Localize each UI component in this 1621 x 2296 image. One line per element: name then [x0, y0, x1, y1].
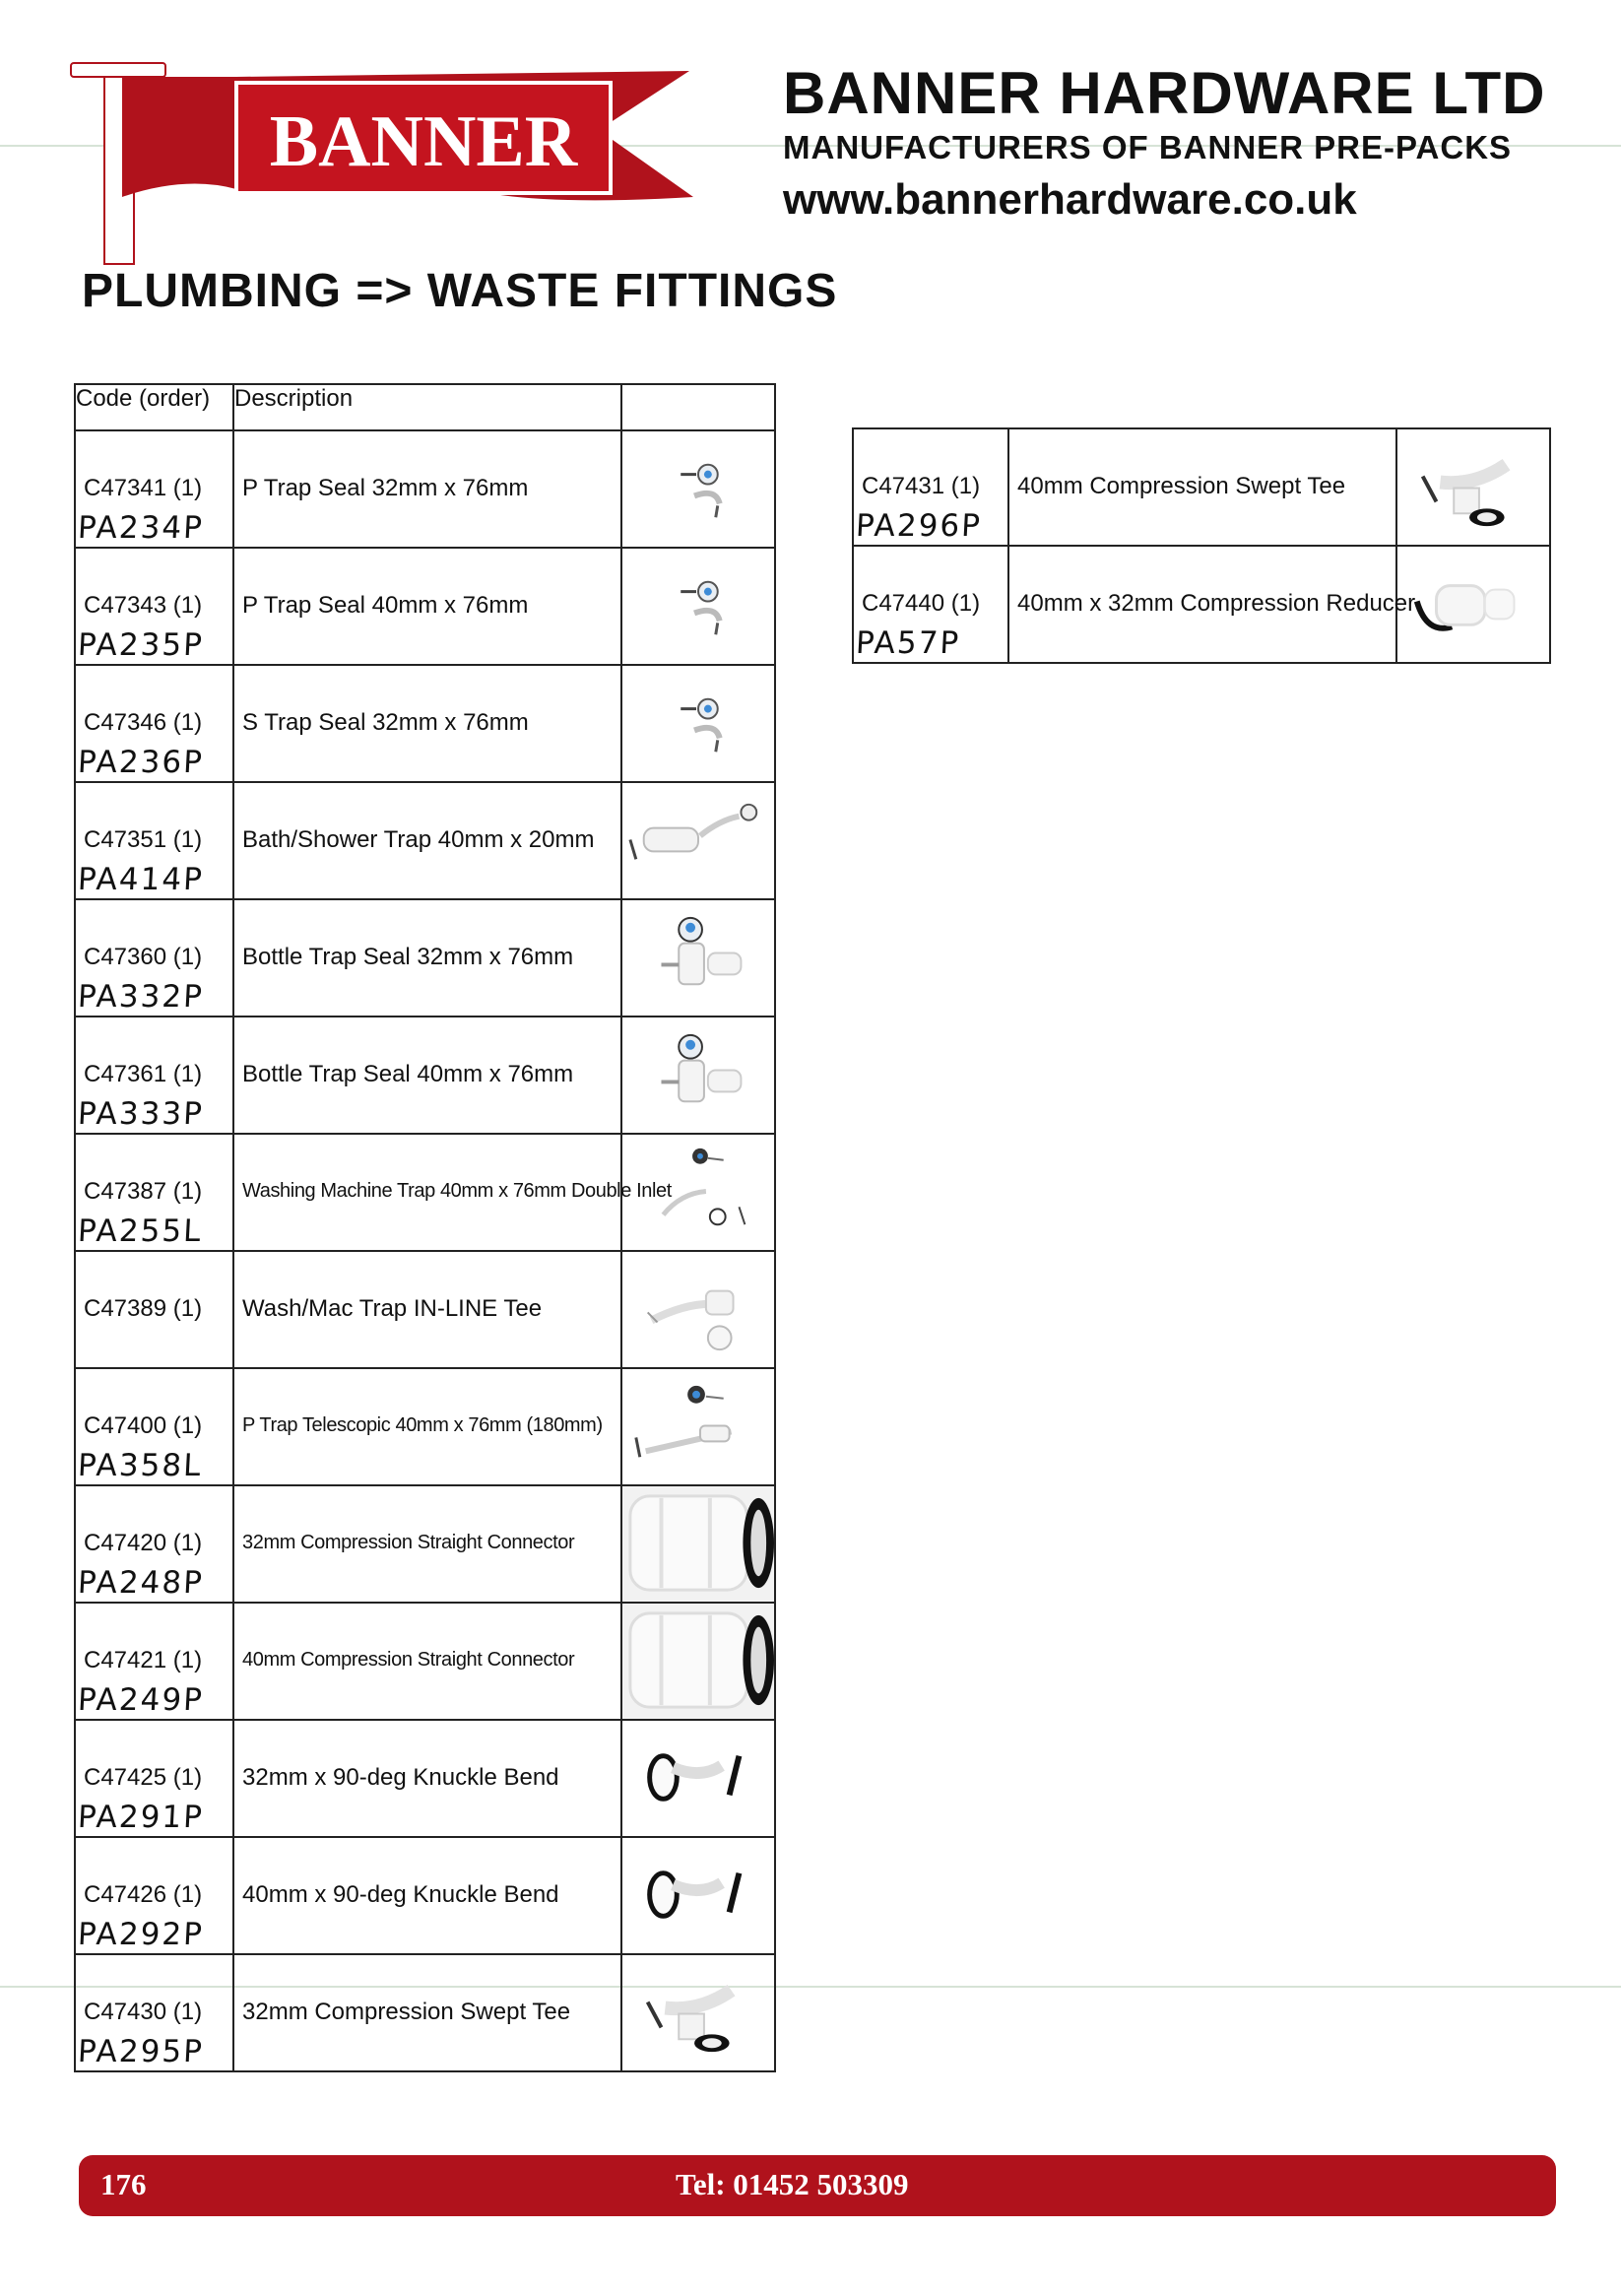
handwritten-code: PA295P	[77, 2034, 205, 2069]
handwritten-code: PA292P	[77, 1917, 205, 1952]
shower-trap-icon	[622, 783, 774, 898]
product-row	[75, 1603, 775, 1720]
handwritten-code: PA236P	[77, 745, 205, 780]
product-description: P Trap Seal 32mm x 76mm	[242, 475, 529, 501]
image-cell	[621, 899, 775, 1017]
swept-tee-icon	[622, 1955, 774, 2070]
description-cell	[233, 548, 621, 665]
image-cell	[621, 1134, 775, 1251]
order-code: C47426 (1)	[84, 1881, 203, 1908]
product-row	[75, 782, 775, 899]
order-code: C47430 (1)	[84, 1999, 203, 2025]
image-cell	[621, 1720, 775, 1837]
code-cell	[75, 1017, 233, 1134]
product-row	[75, 1368, 775, 1485]
image-cell	[621, 1017, 775, 1134]
code-cell	[853, 428, 1008, 546]
description-cell	[233, 1485, 621, 1603]
description-cell	[1008, 428, 1396, 546]
description-cell	[233, 1837, 621, 1954]
code-cell	[75, 430, 233, 548]
reducer-icon	[1397, 547, 1549, 662]
telephone: Tel: 01452 503309	[676, 2167, 909, 2201]
company-block	[783, 61, 1590, 225]
order-code: C47420 (1)	[84, 1530, 203, 1556]
code-cell	[75, 1251, 233, 1368]
product-description: S Trap Seal 32mm x 76mm	[242, 709, 529, 736]
right-product-table	[852, 427, 1551, 664]
washing-trap-icon	[622, 1135, 774, 1250]
description-cell	[233, 1603, 621, 1720]
image-cell	[621, 548, 775, 665]
order-code: C47389 (1)	[84, 1295, 203, 1322]
image-cell	[621, 782, 775, 899]
handwritten-code: PA333P	[77, 1096, 205, 1132]
product-row	[75, 430, 775, 548]
product-row	[853, 428, 1550, 546]
description-cell	[233, 1954, 621, 2071]
code-cell	[75, 1720, 233, 1837]
company-name: BANNER HARDWARE LTD	[783, 60, 1546, 126]
order-code: C47431 (1)	[862, 473, 981, 499]
image-cell	[1396, 546, 1550, 663]
order-code: C47387 (1)	[84, 1178, 203, 1205]
order-code: C47425 (1)	[84, 1764, 203, 1791]
logo-text: BANNER	[269, 101, 578, 182]
trap-icon	[622, 549, 774, 664]
description-cell	[233, 782, 621, 899]
telescopic-trap-icon	[622, 1369, 774, 1484]
trap-icon	[622, 431, 774, 547]
order-code: C47360 (1)	[84, 944, 203, 970]
handwritten-code: PA255L	[77, 1214, 204, 1249]
handwritten-code: PA291P	[77, 1800, 205, 1835]
left-product-table	[74, 383, 776, 2072]
order-code: C47421 (1)	[84, 1647, 203, 1673]
table-header-row	[75, 384, 775, 430]
company-website[interactable]: www.bannerhardware.co.uk	[783, 175, 1357, 224]
product-description: 40mm Compression Swept Tee	[1017, 473, 1346, 499]
product-description: Wash/Mac Trap IN-LINE Tee	[242, 1295, 543, 1322]
code-cell	[75, 1134, 233, 1251]
image-cell	[621, 1251, 775, 1368]
handwritten-code: PA249P	[77, 1682, 205, 1718]
image-cell	[621, 430, 775, 548]
handwritten-code: PA358L	[77, 1448, 204, 1483]
product-description: Bottle Trap Seal 40mm x 76mm	[242, 1061, 574, 1087]
description-cell	[233, 665, 621, 782]
order-code: C47440 (1)	[862, 590, 981, 617]
product-description: 40mm x 90-deg Knuckle Bend	[242, 1881, 559, 1908]
handwritten-code: PA234P	[77, 510, 205, 546]
header-image	[621, 384, 775, 430]
product-row	[75, 1954, 775, 2071]
banner-logo	[67, 59, 697, 266]
product-row	[75, 1017, 775, 1134]
image-cell	[621, 1368, 775, 1485]
footer-bar	[79, 2155, 1556, 2216]
product-description: Bath/Shower Trap 40mm x 20mm	[242, 826, 595, 853]
order-code: C47343 (1)	[84, 592, 203, 619]
section-title: PLUMBING => WASTE FITTINGS	[82, 265, 838, 317]
code-cell	[75, 1368, 233, 1485]
code-cell	[75, 548, 233, 665]
description-cell	[233, 1017, 621, 1134]
image-cell	[1396, 428, 1550, 546]
description-cell	[233, 899, 621, 1017]
product-row	[75, 665, 775, 782]
code-cell	[75, 899, 233, 1017]
product-row	[75, 899, 775, 1017]
description-cell	[233, 1368, 621, 1485]
header-description: Description	[233, 384, 621, 430]
order-code: C47361 (1)	[84, 1061, 203, 1087]
product-description: P Trap Seal 40mm x 76mm	[242, 592, 529, 619]
trap-icon	[622, 666, 774, 781]
product-row	[75, 1720, 775, 1837]
straight-connector-icon	[622, 1486, 774, 1602]
image-cell	[621, 1837, 775, 1954]
code-cell	[75, 782, 233, 899]
code-cell	[853, 546, 1008, 663]
handwritten-code: PA57P	[855, 625, 962, 661]
description-cell	[233, 1134, 672, 1251]
product-description: P Trap Telescopic 40mm x 76mm (180mm)	[242, 1414, 603, 1436]
inline-tee-icon	[622, 1252, 774, 1367]
order-code: C47346 (1)	[84, 709, 203, 736]
product-row	[75, 548, 775, 665]
product-description: 40mm x 32mm Compression Reducer	[1017, 590, 1416, 617]
handwritten-code: PA332P	[77, 979, 205, 1015]
handwritten-code: PA414P	[77, 862, 205, 897]
code-cell	[75, 665, 233, 782]
code-cell	[75, 1837, 233, 1954]
product-row	[853, 546, 1550, 663]
image-cell	[621, 1485, 775, 1603]
order-code: C47341 (1)	[84, 475, 203, 501]
order-code: C47400 (1)	[84, 1412, 203, 1439]
description-cell	[233, 430, 621, 548]
handwritten-code: PA296P	[855, 508, 983, 544]
handwritten-code: PA248P	[77, 1565, 205, 1601]
description-cell	[233, 1251, 621, 1368]
product-row	[75, 1251, 775, 1368]
product-description: 40mm Compression Straight Connector	[242, 1649, 575, 1671]
handwritten-code: PA235P	[77, 627, 205, 663]
product-description: 32mm Compression Straight Connector	[242, 1532, 575, 1553]
code-cell	[75, 1485, 233, 1603]
product-row	[75, 1837, 775, 1954]
product-row	[75, 1485, 775, 1603]
product-description: Washing Machine Trap 40mm x 76mm Double Inlet	[242, 1180, 672, 1202]
straight-connector-icon	[622, 1604, 774, 1719]
product-row	[75, 1134, 775, 1251]
swept-tee-icon	[1397, 429, 1549, 545]
product-description: 32mm x 90-deg Knuckle Bend	[242, 1764, 559, 1791]
bottle-trap-icon	[622, 1017, 774, 1133]
order-code: C47351 (1)	[84, 826, 203, 853]
image-cell	[621, 665, 775, 782]
description-cell	[1008, 546, 1416, 663]
image-cell	[621, 1954, 775, 2071]
code-cell	[75, 1954, 233, 2071]
header-code: Code (order)	[75, 384, 233, 430]
code-cell	[75, 1603, 233, 1720]
bottle-trap-icon	[622, 900, 774, 1016]
knuckle-bend-icon	[622, 1838, 774, 1953]
description-cell	[233, 1720, 621, 1837]
knuckle-bend-icon	[622, 1721, 774, 1836]
product-description: Bottle Trap Seal 32mm x 76mm	[242, 944, 574, 970]
image-cell	[621, 1603, 775, 1720]
company-tagline: MANUFACTURERS OF BANNER PRE-PACKS	[783, 129, 1513, 165]
product-description: 32mm Compression Swept Tee	[242, 1999, 571, 2025]
page-number: 176	[100, 2167, 147, 2201]
